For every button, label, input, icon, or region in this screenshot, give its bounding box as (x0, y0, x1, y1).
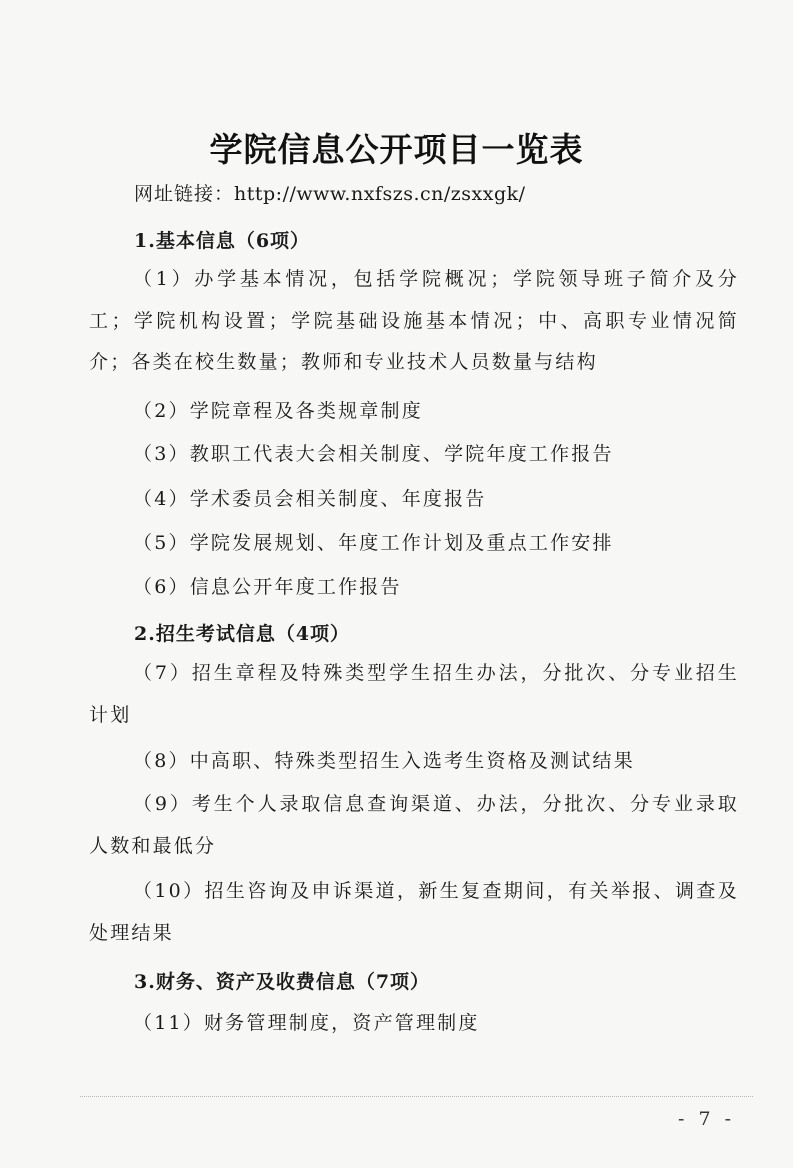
url-link[interactable]: http://www.nxfszs.cn/zsxxgk/ (234, 183, 526, 205)
list-item: （6）信息公开年度工作报告 (133, 576, 402, 598)
list-item: （11）财务管理制度，资产管理制度 (133, 1012, 480, 1034)
url-label: 网址链接： (134, 183, 235, 205)
list-item: （1）办学基本情况，包括学院概况；学院领导班子简介及分工；学院机构设置；学院基础设施基本情况；中、高职专业情况简介；各类在校生数量；教师和专业技术人员数量与结构 (89, 268, 739, 373)
document-title: 学院信息公开项目一览表 (209, 130, 584, 169)
list-item: （5）学院发展规划、年度工作计划及重点工作安排 (133, 532, 614, 554)
list-item: （8）中高职、特殊类型招生入选考生资格及测试结果 (133, 750, 635, 772)
list-item: （7）招生章程及特殊类型学生招生办法，分批次、分专业招生计划 (89, 662, 739, 726)
page-number: - 7 - (677, 1108, 735, 1130)
section-heading-finance: 3.财务、资产及收费信息（7项） (134, 971, 431, 993)
list-item: （10）招生咨询及申诉渠道，新生复查期间，有关举报、调查及处理结果 (89, 880, 739, 944)
footer-divider (80, 1096, 753, 1097)
section-heading-basic-info: 1.基本信息（6项） (134, 230, 311, 252)
list-item: （3）教职工代表大会相关制度、学院年度工作报告 (133, 443, 614, 465)
list-item: （2）学院章程及各类规章制度 (133, 400, 423, 422)
list-item: （9）考生个人录取信息查询渠道、办法，分批次、分专业录取人数和最低分 (89, 793, 739, 857)
url-line (134, 181, 526, 207)
section-heading-admissions: 2.招生考试信息（4项） (134, 623, 351, 645)
list-item: （4）学术委员会相关制度、年度报告 (133, 488, 487, 510)
